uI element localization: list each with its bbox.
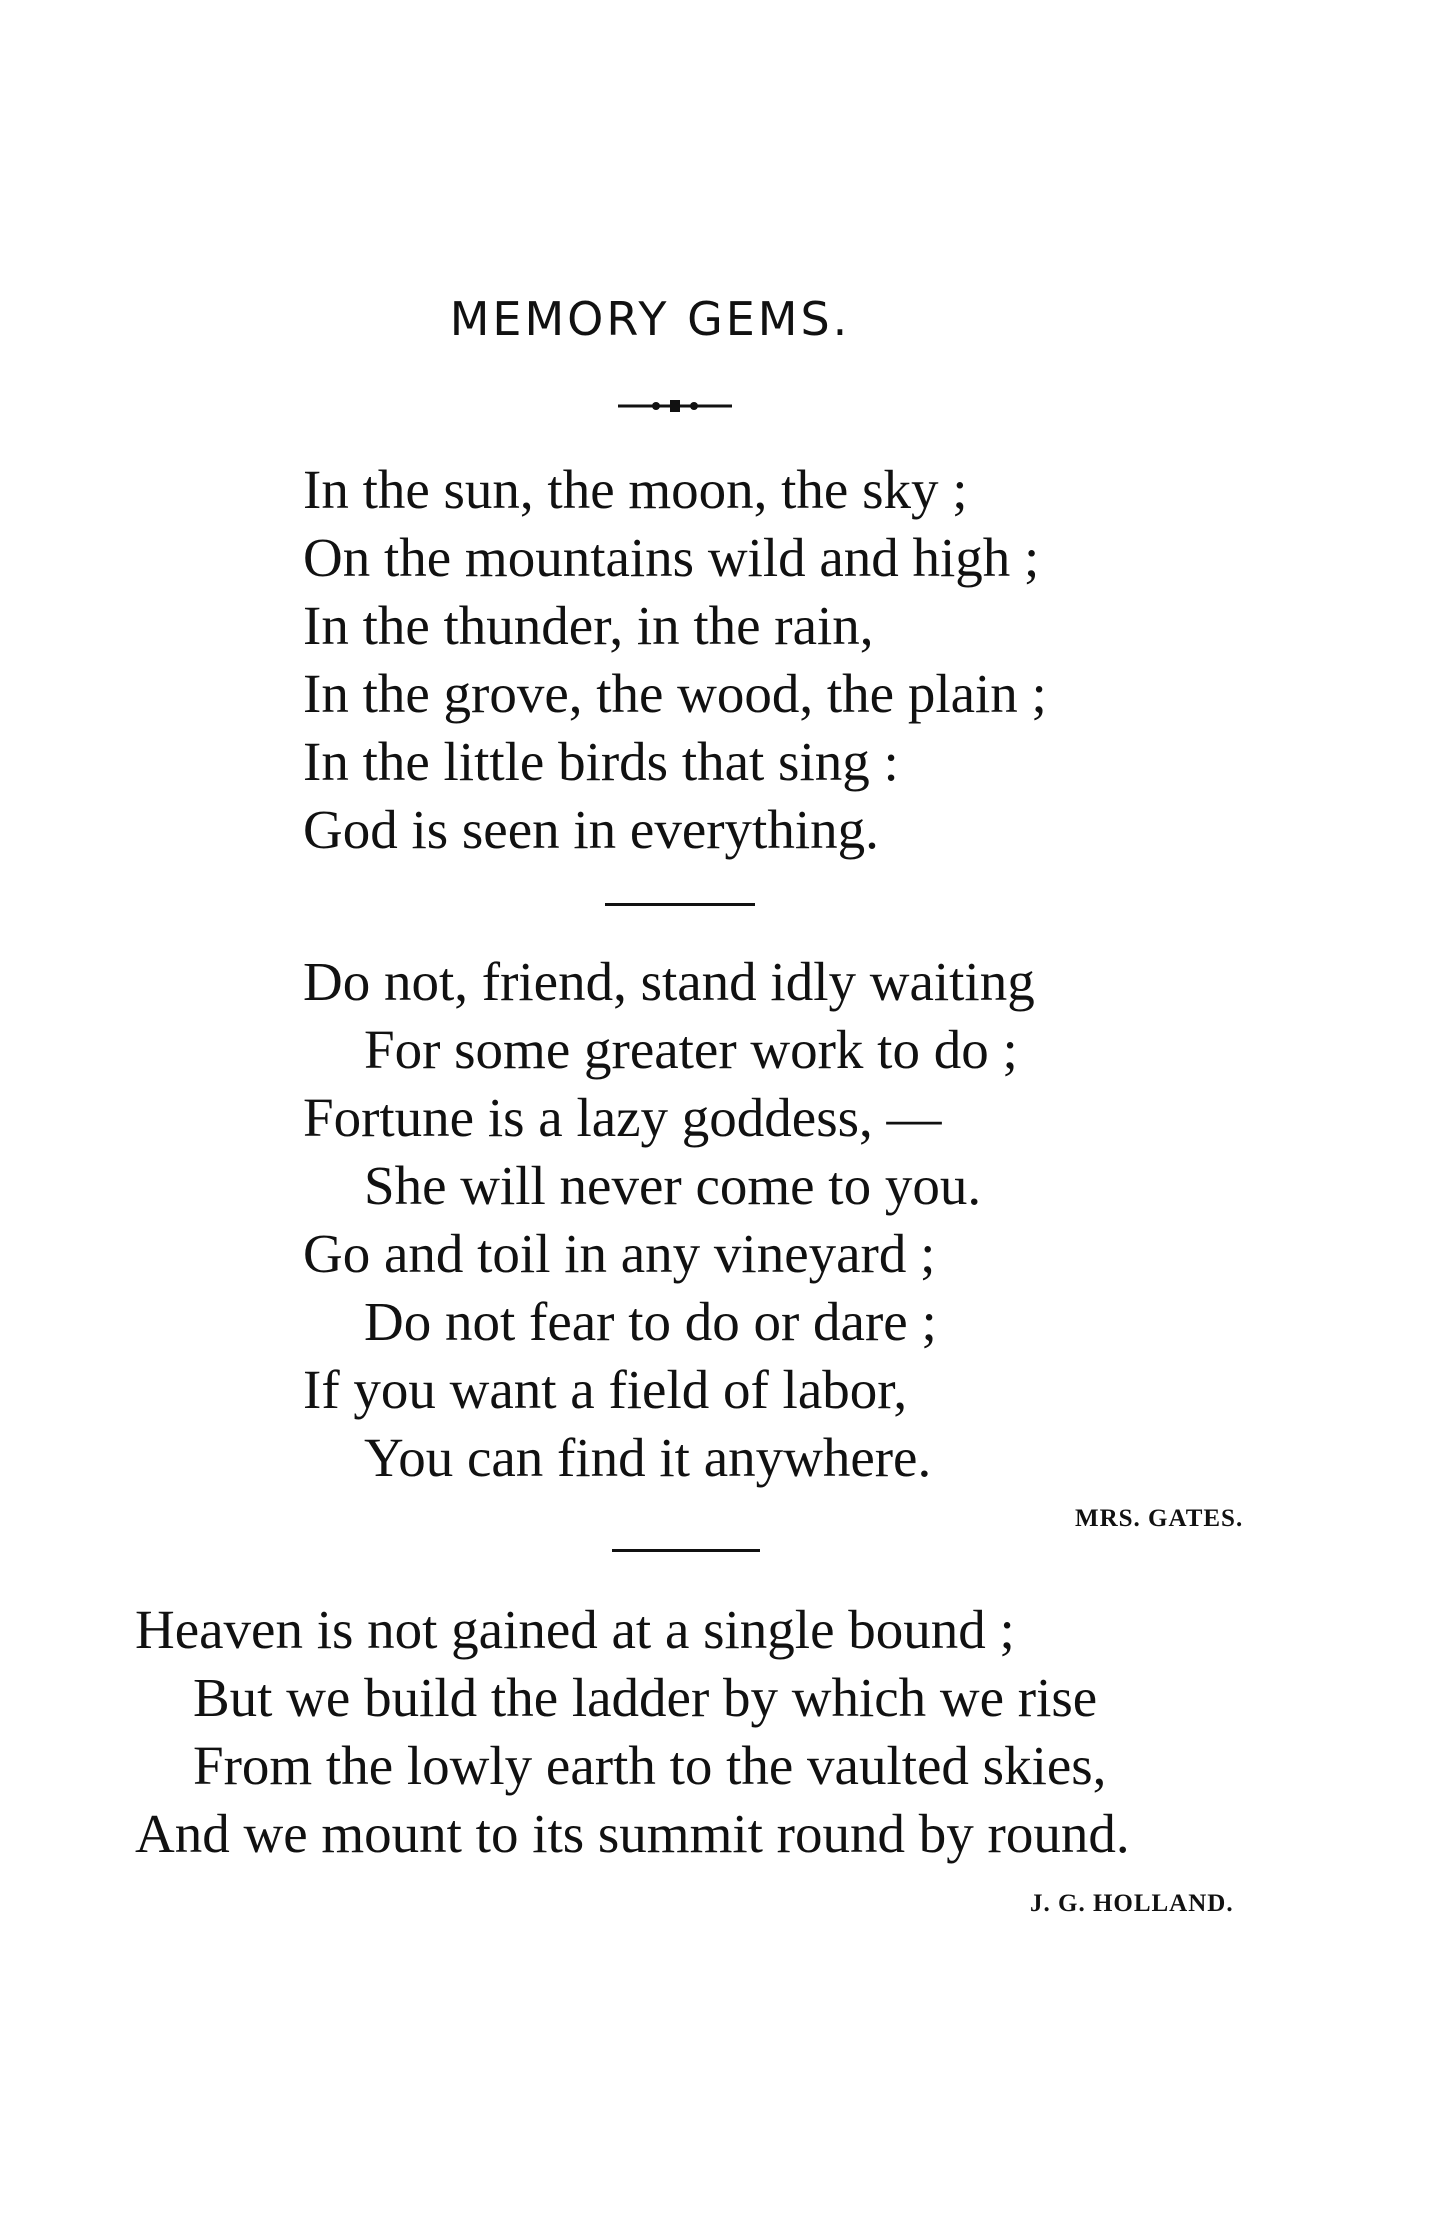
poem-line: You can find it anywhere. [364,1427,932,1488]
poem-line: God is seen in everything. [303,799,879,860]
section-divider [605,903,755,906]
poem-line: She will never come to you. [364,1155,982,1216]
page-title: MEMORY GEMS. [449,292,851,346]
poem-line: If you want a field of labor, [303,1359,908,1420]
poem-attribution: MRS. GATES. [1075,1505,1244,1532]
section-divider [612,1549,760,1552]
poem-line: From the lowly earth to the vaulted skies, [193,1735,1107,1796]
poem-line: In the thunder, in the rain, [303,595,874,656]
poem-line: On the mountains wild and high ; [303,527,1040,588]
title-ornament [618,398,732,414]
poem-line: In the sun, the moon, the sky ; [303,459,968,520]
poem-line: And we mount to its summit round by round. [135,1803,1130,1864]
poem-line: For some greater work to do ; [364,1019,1018,1080]
poem-line: In the grove, the wood, the plain ; [303,663,1047,724]
poem-line: Do not, friend, stand idly waiting [303,951,1035,1012]
poem-line: Heaven is not gained at a single bound ; [135,1599,1015,1660]
poem-line: Go and toil in any vineyard ; [303,1223,936,1284]
poem-line: Do not fear to do or dare ; [364,1291,937,1352]
poem-line: Fortune is a lazy goddess, — [303,1087,942,1148]
poem-attribution: J. G. HOLLAND. [1030,1890,1234,1917]
poem-line: In the little birds that sing : [303,731,899,792]
poem-line: But we build the ladder by which we rise [193,1667,1098,1728]
